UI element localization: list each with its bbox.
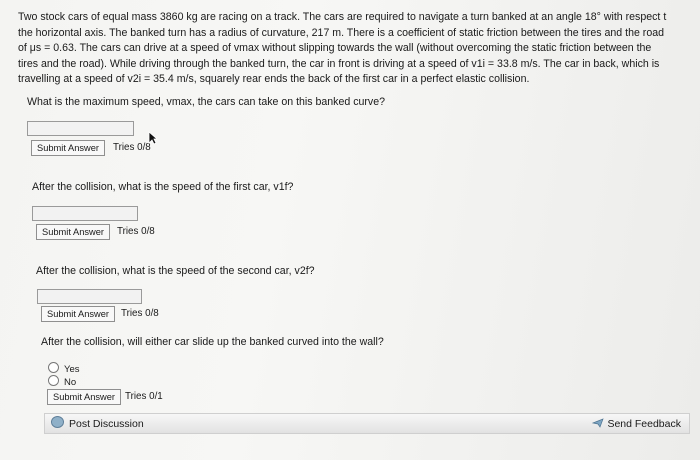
- question-3-submit-button[interactable]: Submit Answer: [41, 306, 115, 322]
- post-discussion-label: Post Discussion: [69, 418, 144, 430]
- problem-line: Two stock cars of equal mass 3860 kg are racing on a track. The cars are required to navigate a turn banked at an angle 18° with respect t: [18, 11, 667, 23]
- radio-button-icon[interactable]: [48, 362, 59, 373]
- question-2-text: After the collision, what is the speed of the first car, v1f?: [32, 181, 294, 193]
- send-feedback-label: Send Feedback: [607, 418, 681, 430]
- question-4-tries: Tries 0/1: [125, 391, 163, 402]
- question-1-tries: Tries 0/8: [113, 142, 151, 153]
- question-1-text: What is the maximum speed, vmax, the cars can take on this banked curve?: [27, 96, 385, 108]
- radio-option-yes[interactable]: [48, 362, 80, 376]
- discussion-icon: [51, 416, 64, 428]
- send-feedback-link[interactable]: [592, 416, 681, 432]
- question-3-text: After the collision, what is the speed of the second car, v2f?: [36, 265, 315, 277]
- problem-line: tires and the road). While driving through the banked turn, the car in front is driving at a speed of v1i = 33.8 m/s. The car in back, which is: [18, 57, 660, 70]
- question-4-text: After the collision, will either car slide up the banked curved into the wall?: [41, 336, 384, 348]
- question-3-answer-input[interactable]: [37, 289, 142, 304]
- question-1-answer-input[interactable]: [27, 121, 134, 136]
- radio-button-icon[interactable]: [48, 375, 59, 386]
- question-3-tries: Tries 0/8: [121, 308, 159, 319]
- radio-label: Yes: [64, 364, 80, 375]
- problem-statement: [18, 10, 700, 88]
- feedback-icon: [592, 418, 604, 428]
- mouse-cursor-icon: [148, 131, 158, 145]
- post-discussion-link[interactable]: [51, 416, 144, 432]
- problem-line: travelling at a speed of v2i = 35.4 m/s, squarely rear ends the back of the first car in a perfect elastic collision.: [18, 73, 530, 86]
- question-2-submit-button[interactable]: Submit Answer: [36, 224, 110, 240]
- radio-option-no[interactable]: [48, 375, 76, 389]
- problem-line: of μs = 0.63. The cars can drive at a speed of vmax without slipping towards the wall (without overcoming the static friction between the: [18, 42, 652, 55]
- question-1-submit-button[interactable]: Submit Answer: [31, 140, 105, 156]
- problem-line: the horizontal axis. The banked turn has a radius of curvature, 217 m. There is a coefficient of static friction between the tires and the road: [18, 26, 664, 39]
- question-4-submit-button[interactable]: Submit Answer: [47, 389, 121, 405]
- question-2-answer-input[interactable]: [32, 206, 138, 221]
- radio-label: No: [64, 377, 77, 388]
- discussion-feedback-bar: [44, 413, 690, 434]
- question-2-tries: Tries 0/8: [117, 226, 155, 237]
